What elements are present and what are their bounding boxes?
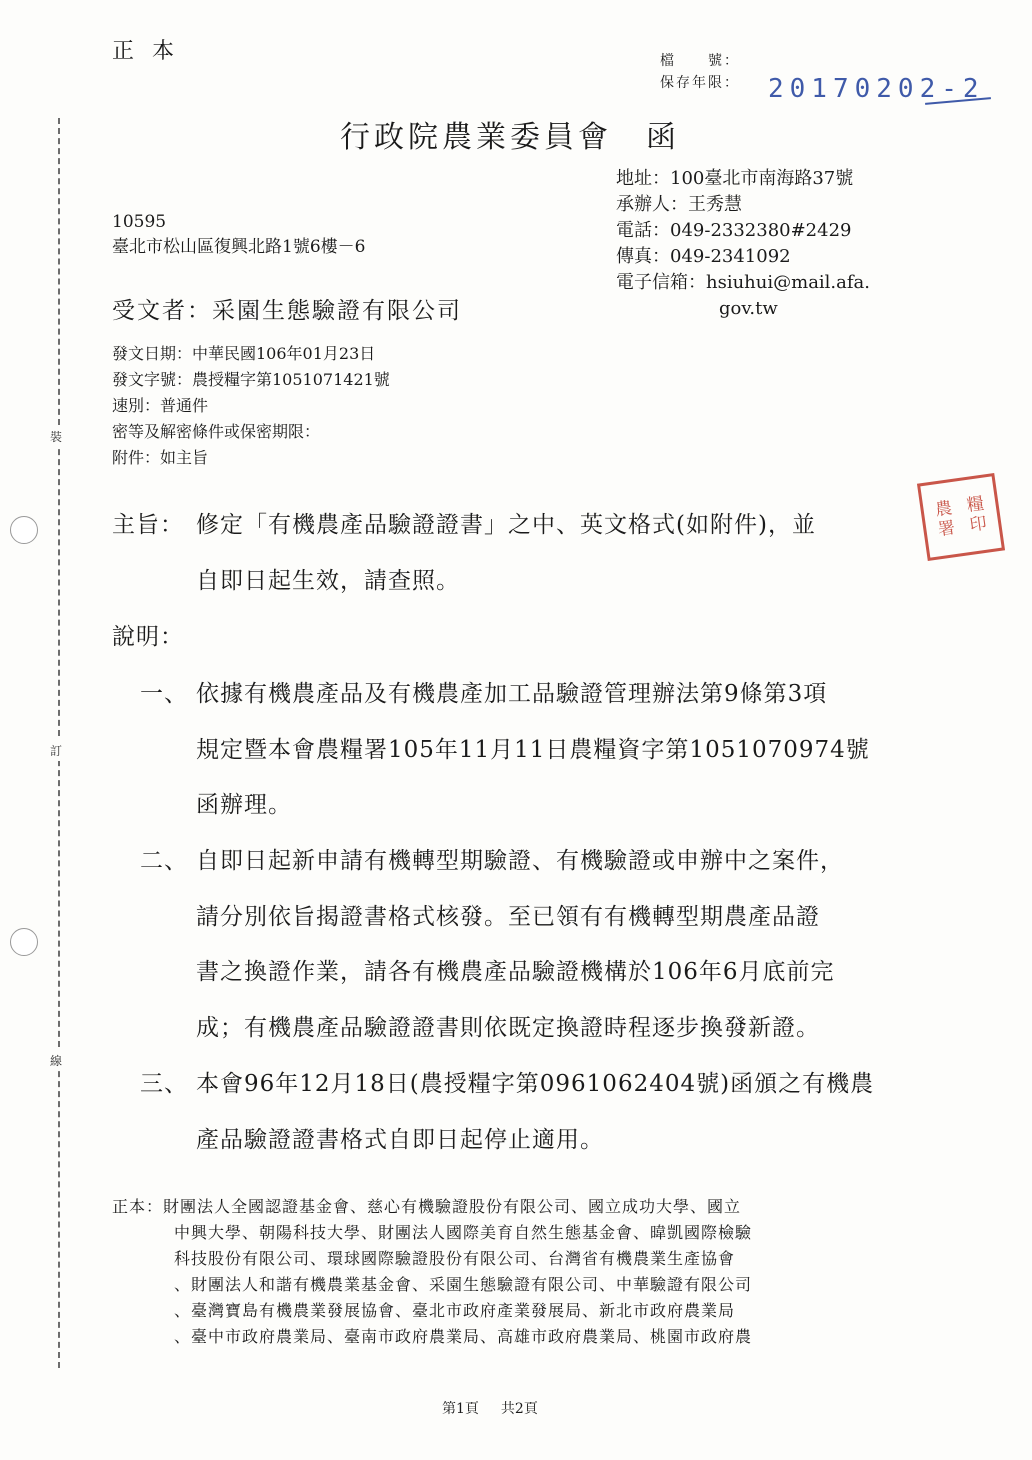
cc-list [112, 1194, 752, 1350]
cc-line: 科技股份有限公司、環球國際驗證股份有限公司、台灣省有機農業生產協會 [174, 1249, 736, 1268]
fax-number: 傳真：049-2341092 [616, 246, 791, 267]
item-2-line: 請分別依旨揭證書格式核發。至已領有有機轉型期農產品證 [196, 904, 820, 930]
item-1-line: 依據有機農產品及有機農產加工品驗證管理辦法第9條第3項 [196, 681, 828, 707]
recipient: 受文者：采園生態驗證有限公司 [112, 298, 462, 324]
file-number-label: 檔 號： [660, 53, 740, 69]
issue-date: 發文日期：中華民國106年01月23日 [112, 344, 376, 363]
file-info [660, 50, 740, 94]
official-seal: 農 糧 署 印 [917, 473, 1005, 561]
item-1-line: 規定暨本會農糧署105年11月11日農糧資字第1051070974號 [196, 737, 870, 763]
phone-number: 電話：049-2332380#2429 [616, 220, 852, 241]
item-2-line: 成；有機農產品驗證證書則依既定換證時程逐步換發新證。 [196, 1015, 820, 1041]
item-3-line: 本會96年12月18日(農授糧字第0961062404號)函頒之有機農 [196, 1071, 875, 1097]
agency-address: 地址：100臺北市南海路37號 [616, 168, 854, 189]
binding-mark-top: 裝 [50, 426, 62, 447]
cc-line: 、臺中市政府農業局、臺南市政府農業局、高雄市政府農業局、桃園市政府農 [174, 1327, 753, 1346]
item-1-line: 函辦理。 [196, 792, 292, 818]
item-3-line: 產品驗證證書格式自即日起停止適用。 [196, 1127, 604, 1153]
recipient-address [112, 210, 365, 260]
item-1-number: 一、 [140, 681, 188, 707]
document-title [340, 112, 680, 156]
copy-stamp: 正本 [112, 39, 193, 64]
page-footer [442, 1398, 538, 1418]
punch-hole-upper [10, 516, 38, 544]
street-address: 臺北市松山區復興北路1號6樓－6 [112, 237, 366, 257]
secrecy-level: 密等及解密條件或保密期限： [112, 422, 321, 441]
agency-name: 行政院農業委員會 [340, 120, 612, 155]
subject-label: 主旨： [112, 512, 184, 538]
cc-line: 、財團法人和諧有機農業基金會、采園生態驗證有限公司、中華驗證有限公司 [174, 1275, 753, 1294]
page-total: 共2頁 [500, 1401, 538, 1417]
punch-hole-lower [10, 928, 38, 956]
cc-line: 中興大學、朝陽科技大學、財團法人國際美育自然生態基金會、暐凱國際檢驗 [174, 1223, 753, 1242]
retention-date-stamp: 20170202-2 [768, 74, 985, 104]
document-type: 函 [646, 120, 680, 155]
subject-line-2: 自即日起生效，請查照。 [196, 568, 460, 594]
email-line-2: gov.tw [719, 298, 778, 319]
attachment-note: 附件：如主旨 [112, 448, 209, 467]
binding-mark-middle: 訂 [50, 740, 62, 761]
explanation-label: 說明： [112, 624, 184, 650]
cc-line: 財團法人全國認證基金會、慈心有機驗證股份有限公司、國立成功大學、國立 [163, 1197, 742, 1216]
cc-label: 正本： [112, 1197, 164, 1216]
document-number: 發文字號：農授糧字第1051071421號 [112, 370, 390, 389]
item-3-number: 三、 [140, 1071, 188, 1097]
postal-code: 10595 [112, 212, 167, 232]
item-2-number: 二、 [140, 848, 188, 874]
retention-period-label: 保存年限： [660, 75, 740, 91]
page-number: 第1頁 [442, 1401, 479, 1417]
subject-line-1: 修定「有機農產品驗證證書」之中、英文格式(如附件)，並 [196, 512, 816, 538]
item-2-line: 書之換證作業，請各有機農產品驗證機構於106年6月底前完 [196, 959, 835, 985]
cc-line: 、臺灣寶島有機農業發展協會、臺北市政府產業發展局、新北市政府農業局 [174, 1301, 736, 1320]
contact-block [616, 166, 870, 322]
email-line-1: 電子信箱：hsiuhui@mail.afa. [616, 272, 871, 293]
delivery-speed: 速別：普通件 [112, 396, 209, 415]
binding-mark-bottom: 線 [50, 1050, 62, 1071]
handler-name: 承辦人：王秀慧 [616, 194, 742, 215]
item-2-line: 自即日起新申請有機轉型期驗證、有機驗證或申辦中之案件， [196, 848, 844, 874]
document-meta [112, 341, 390, 471]
